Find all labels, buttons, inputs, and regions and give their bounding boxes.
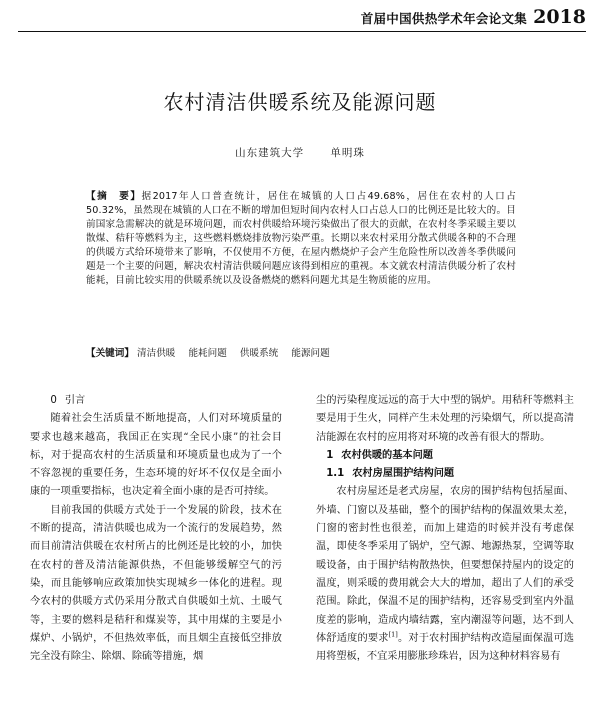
keyword: 供暖系统 [239,348,279,359]
paragraph-text: 农村房屋还是老式房屋，农房的围护结构包括屋面、外墙、门窗以及基础，整个的围护结构的保温效果太差，门窗的密封性也很差，而加上建造的时候并没有考虑保温，即使冬季采用了锅炉，空气源、地源热泵，空调等取暖设备，由于围护结构散热快，但要想保持屋内的设定的温度，则采暖的费用就会大大的增加，超出了人们的承受范围。除此，保温不足的围护结构，还容易受到室内外温度差的影响，造成内墙结露，室内潮湿等问题，达不到人体舒适度的要求 [316,486,574,644]
abstract-label: 【摘 要】 [86,191,142,202]
paragraph: 目前我国的供暖方式处于一个发展的阶段，技术在不断的提高，清洁供暖也成为一个流行的发展趋势，然而目前清洁供暖在农村所占的比例还是比较的小，加快在农村的普及清洁能源供热，不但能够缓解空气的污染，而且能够响应政策加快实现城乡一体化的进程。现今农村的供暖方式仍采用分散式自供暖如土炕、土暖气等，主要的燃料是秸秆和煤炭等，其中用煤的主要是小煤炉、小锅炉，不但热效率低，而且烟尘直接低空排放完全没有除尘、除烟、除硫等措施，烟 [30,504,282,663]
author-name: 单明珠 [330,147,365,159]
author-line [0,145,600,160]
abstract-text: 据2017年人口普查统计，居住在城镇的人口占49.68%，居住在农村的人口占50.32%，虽然现在城镇的人口在不断的增加但短时间内农村人口占总人口的比例还是比较大的。目前国家急需解决的就是环境问题，而农村供暖给环境污染做出了很大的贡献，在农村冬季采暖主要以散煤、秸秆等燃料为主，这些燃料燃烧排放物污染严重。长期以来农村采用分散式供暖各种的不合理的供暖方式给环境带来了影响，不仅使用不方便，在屋内燃烧炉子会产生危险性所以改善冬季供暖问题是一个主要的问题，解决农村清洁供暖问题应该得到相应的重视。本文就农村清洁供暖分析了农村能耗，目前比较实用的供暖系统以及设备燃烧的燃料问题尤其是生物质能的应用。 [86,191,516,286]
section-heading-intro [30,392,282,410]
paragraph-text: 。对于农村围护结构改造屋面保温可选用将塑板，不宜采用膨胀珍珠岩，因为这种材料容易有 [316,632,574,663]
paragraph: 尘的污染程度远远的高于大中型的锅炉。用秸秆等燃料主要是用于生火，同样产生未处理的污染烟气，所以提高清洁能源在农村的应用将对环境的改善有很大的帮助。 [316,395,574,443]
abstract [86,190,516,288]
keywords [86,347,516,361]
header-rule [18,31,586,32]
paper-title: 农村清洁供暖系统及能源问题 [163,90,437,114]
keywords-label: 【关键词】 [86,348,134,359]
body-column-left [30,392,282,666]
keyword: 清洁供暖 [137,348,176,359]
proceedings-title: 首届中国供热学术年会论文集 [360,11,528,26]
section-number: 0 [50,395,57,406]
section-number: 1.1 [326,468,345,480]
keyword: 能耗问题 [188,348,227,359]
paragraph [316,483,574,666]
body-column-right [316,392,574,666]
section-title: 引言 [64,395,86,406]
section-title: 农村供暖的基本问题 [341,449,433,461]
citation-ref: [1] [388,630,398,639]
proceedings-year: 2018 [533,6,586,28]
keyword: 能源问题 [291,348,330,359]
paragraph: 随着社会生活质量不断地提高，人们对环境质量的要求也越来越高，我国正在实现“全民小康”的社会目标，对于提高农村的生活质量和环境质量也成为了一个不容忽视的重要任务，生态环境的好坏不仅仅是全面小康的一项重要指标，也决定着全面小康的是否可持续。 [30,413,282,498]
running-header [361,6,586,28]
author-affiliation: 山东建筑大学 [235,147,305,159]
section-title: 农村房屋围护结构问题 [352,468,455,480]
section-heading-1 [316,447,574,465]
section-number: 1 [326,449,334,461]
section-heading-1-1 [316,465,574,483]
